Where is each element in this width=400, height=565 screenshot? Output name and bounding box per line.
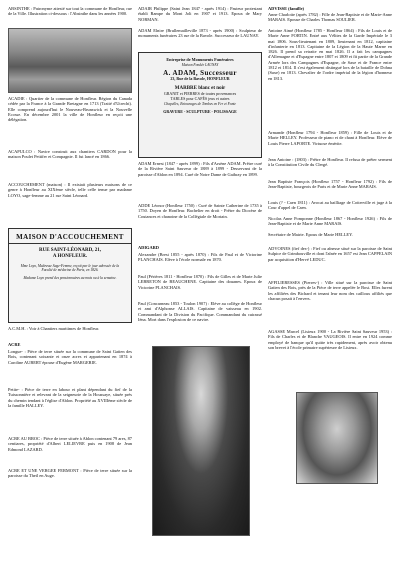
- entry-advisse-antoine: Antoine Aimé (Honfleur 1785 - Honfleur 1864) : Fils de Louis et de Marie Anne FORTIN. Entré aux Vélites de la Garde Impériale le 3 mai 1806. Sous-lieutenant en 1809, lieutenant en 1812, capitaine d'infanterie en 1813. Capitaine de la Légion de la Haute Marne en 1826. Il prend sa retraite en mai 1826. Il a fait les campagnes d'Allemagne et d'Espagne entre 1807 et 1809 et fit partie de la Grande Armée lors des Campagnes d'Espagne, de Saxe et de France entre 1812 et 1814. Il s'est également distingué lors de la bataille de Dohna (Saxe) en 1813. Chevalier de l'ordre impérial de la légion d'honneur en 1813.: [268, 28, 392, 81]
- entry-acre-longue: Longue- : Pièce de terre située sur la commune de Saint Gatien des Bois, contenant soixante et onze acres et appartenant en 1874 à Caroline AUBERT épouse d'Eugène MARGERIE.: [8, 349, 132, 365]
- ad-text-1: Mme Loyo, Maîtresse Sage-Femme, reçoit par le jour adressée de la Faculté de médecine de Paris, en 1826.: [20, 264, 120, 273]
- entry-agasse: AGASSE Marcel (Lisieux 1900 - La Rivière Saint Sauveur 1953) : Fils de Charles et de Blanche VAUGEOIS. Il entre en 1924 comme employé de banque qu'il quitte très rapidement, après avoir obtenu son brevet à l'école primaire supérieure de Lisieux.: [268, 329, 392, 350]
- entry-adigard-paul: Paul (Périères 1811 - Honfleur 1870) : Fils de Gilles et de Marie Julie LEBRETON de BEAUCHENE. Capitaine des douanes. Epoux de Victorine PLANCHAIS.: [138, 274, 262, 290]
- entry-adair-philippe: ADAIR Philippe (Saint Jean 1847 - après 1914) : Pasteur protestant établi Rampe du Mont Joli en 1907 et 1913. Epoux de Mary NORMAN.: [138, 6, 262, 22]
- entry-adde-leonor: ADDE Léonor (Honfleur 1750) : Curé de Sainte Catherine de 1735 à 1750. Doyen de Honfleur. Bachelier en droit - Prêtre du Diocèse de Coutances et chanoine de la Collégiale de Mortain.: [138, 203, 262, 219]
- ad-address-1: RUE SAINT-LÉONARD, 21,: [38, 248, 102, 253]
- ad-title: MAISON D'ACCOUCHEMENT: [9, 233, 131, 244]
- entry-absinthe: ABSINTHE : Patronyme attesté sur tout la commune de Honfleur, rue de la Ville. Illustration ci-dessous : l'Absinthe dans les années 1900.: [8, 6, 132, 17]
- entry-acre-petite: Petite- : Pièce de terre en labour et plant dépendant du fief de la Tuissonnière et relevant de la seigneurie de la Houssaye, située près du chemin tendant à l'église d'Ablon. Propriété au XVIIIème siècle de la famille HALLEY.: [8, 387, 132, 408]
- bar-photo: [8, 28, 132, 93]
- ad2-line-7: TABLES pour CAFÉS jeux et autres: [170, 95, 230, 101]
- entry-advisse-armande: Armande (Honfleur 1794 - Honfleur 1859) : Fille de Louis et de Marie HELLEY. Professeur de piano et de chant à Honfleur. Elève de Louis Pierre LAPORTE. Virtuose émérite.: [268, 130, 392, 146]
- entry-advisse-louis: Louis (? - Caen 1811) : Avocat au bailliage de Cotterville et juge à la Cour d'appel de Caen.: [268, 200, 392, 211]
- ad-text-2: Madame Loyo prend des pensionnaires au mois ou à la semaine.: [23, 275, 117, 280]
- entry-adigard-paul-2: Paul (Concarneau 1853 - Toulon 1907) : Elève au collège de Honfleur et ami d'Alphonse ALLAIS. Capitaine de vaisseau en 1902. Commandant de la Division du Pacifique. Commandant du cuirassé Iéna. Mort dans l'explosion de ce navire.: [138, 301, 262, 322]
- ad2-line-5: MARBRE blanc et noir: [174, 86, 226, 91]
- ad-address-2: A HONFLEUR.: [52, 254, 88, 259]
- ad2-line-4: 23, Rue de la Bavole, HONFLEUR: [170, 76, 230, 82]
- ad2-line-6: GRANIT et PIERRES de toutes provenances: [163, 91, 237, 96]
- entry-acre-au-broc: ACRE AU BROC : Pièce de terre située à Ablon contenant 79 ares, 87 centiares, propriété d'Albert LELIEVRE puis en 1908 de Jean Edmond LAZARD.: [8, 436, 132, 452]
- entry-advisse-jean: Jean Antoine : (1803) : Prêtre de Honfleur. Il refusa de prêter serment à la Constitution Civile du Clergé.: [268, 157, 392, 168]
- ad2-line-2: Maison Fondée LAUNAY: [181, 62, 219, 67]
- entry-acre-title: ACRE: [8, 342, 21, 347]
- entry-acre-ferette: ACRE ET UNE VERGEE FERMONT : Pièce de terre située sur la paroisse du Theil en Auge.: [8, 468, 132, 479]
- maternity-advertisement: [8, 228, 132, 323]
- ad2-line-1: Entreprise de Monuments Funéraires: [166, 57, 234, 62]
- portrait-paul-adigard: [152, 346, 250, 536]
- entry-affilieresses: AFFILIERESSES (Pierres-) : Ville situé sur la paroisse de Saint Gatien des Bois, près de la Pièce de terre appelée le Bost. Elles furent les affiliées des Bichard et tenant leur nom des cailloux affiliés que chacun posait à l'envers.: [268, 280, 392, 301]
- entry-acadie: ACADIE : Quartier de la commune de Honfleur. Région du Canada cédée par la France à la Grande Bretagne en 1713 (Traité d'Utrecht). Elle comprend aujourd'hui le Nouveau-Brunswick et la Nouvelle Ecosse. En décembre 2001 la ville de Honfleur en reçoit une délégation.: [8, 96, 132, 123]
- entry-advisse-anne: Anne Charlotte (après 1782) : Fille de Jean-Baptiste et de Marie-Anne MARAIS. Epouse de Charles Thomas SOULIER.: [268, 12, 392, 23]
- entry-acmh: A.C.M.H. : Voir à Chantiers maritimes de Honfleur.: [8, 326, 100, 331]
- entry-adigard-alexandre: Alexandre (Brest 1855 - après 1870) : Fils de Paul et de Victorine PLANCHAIS. Elève à l'école normale en 1870.: [138, 252, 262, 263]
- entry-acapulco: ACAPULCO : Navire construit aux chantiers CARDON pour la maison Poulet Pettifer et Compagnie. Il fut lancé en 1866.: [8, 149, 132, 160]
- portrait-marcel-agasse: [296, 392, 378, 484]
- column-1: [8, 6, 132, 559]
- entry-advisse-title: ADVISSE (famille): [268, 6, 304, 11]
- entry-accouchement: ACCOUCHEMENT (maison) : Il existait plusieurs maisons de ce genre à Honfleur au XIXème siècle, telle celle tenue par madame LOYO, sage-femme au 21 rue Saint Léonard.: [8, 182, 132, 198]
- entry-adam-elnire: ADAM Elnire (Brullemailleville 1873 - après 1900) : Sculpteur de monuments funéraires 23 rue de la Bavole. Successeur de LAUNAY.: [138, 28, 262, 39]
- ad2-line-3: A. ADAM, Successeur: [163, 69, 237, 78]
- entry-advoines: ADVOINES (fief des-) : Fief ou aînesse situé sur la paroisse de Saint Sulpice de Grimbouville et dont l'aînée en 1657 est Jean CAPPELAIN par acquisition d'Hervé LEDUC.: [268, 246, 392, 262]
- entry-advisse-secretary: Secrétaire de Mairie. Epoux de Marie HELLEY.: [268, 232, 353, 237]
- entry-adigard-title: ADIGARD: [138, 245, 159, 250]
- entry-advisse-nicolas: Nicolas Anne Pomponne (Honfleur 1867 - Honfleur 1926) : Fils de Jean-Baptiste et de Marie Anne MARAIS.: [268, 216, 392, 227]
- column-3: [268, 6, 392, 559]
- entry-advisse-jb-francois: Jean Baptiste François (Honfleur 1757 - Honfleur 1792) : Fils de Jean-Baptiste, bourgeois de Paris et de Marie Anne MARAIS.: [268, 179, 392, 190]
- ad2-line-8: Chapelles, Entourages de Tombes en Fer et Fonte: [164, 101, 236, 106]
- ad2-line-9: GRAVURE - SCULPTURE - POLISSAGE: [163, 109, 237, 114]
- funeral-monuments-advertisement: [138, 52, 262, 158]
- dictionary-page: [8, 6, 392, 559]
- entry-adam-ernest: ADAM Ernest (1847 - après 1899) : Fils d'Arsène ADAM. Prêtre curé de la Rivière Saint Sauveur de 1889 à 1899 - Desservant de la paroisse d'Ablon en 1894. Curé de Notre Dame de Gaibray en 1899.: [138, 161, 262, 177]
- column-2: [138, 6, 262, 559]
